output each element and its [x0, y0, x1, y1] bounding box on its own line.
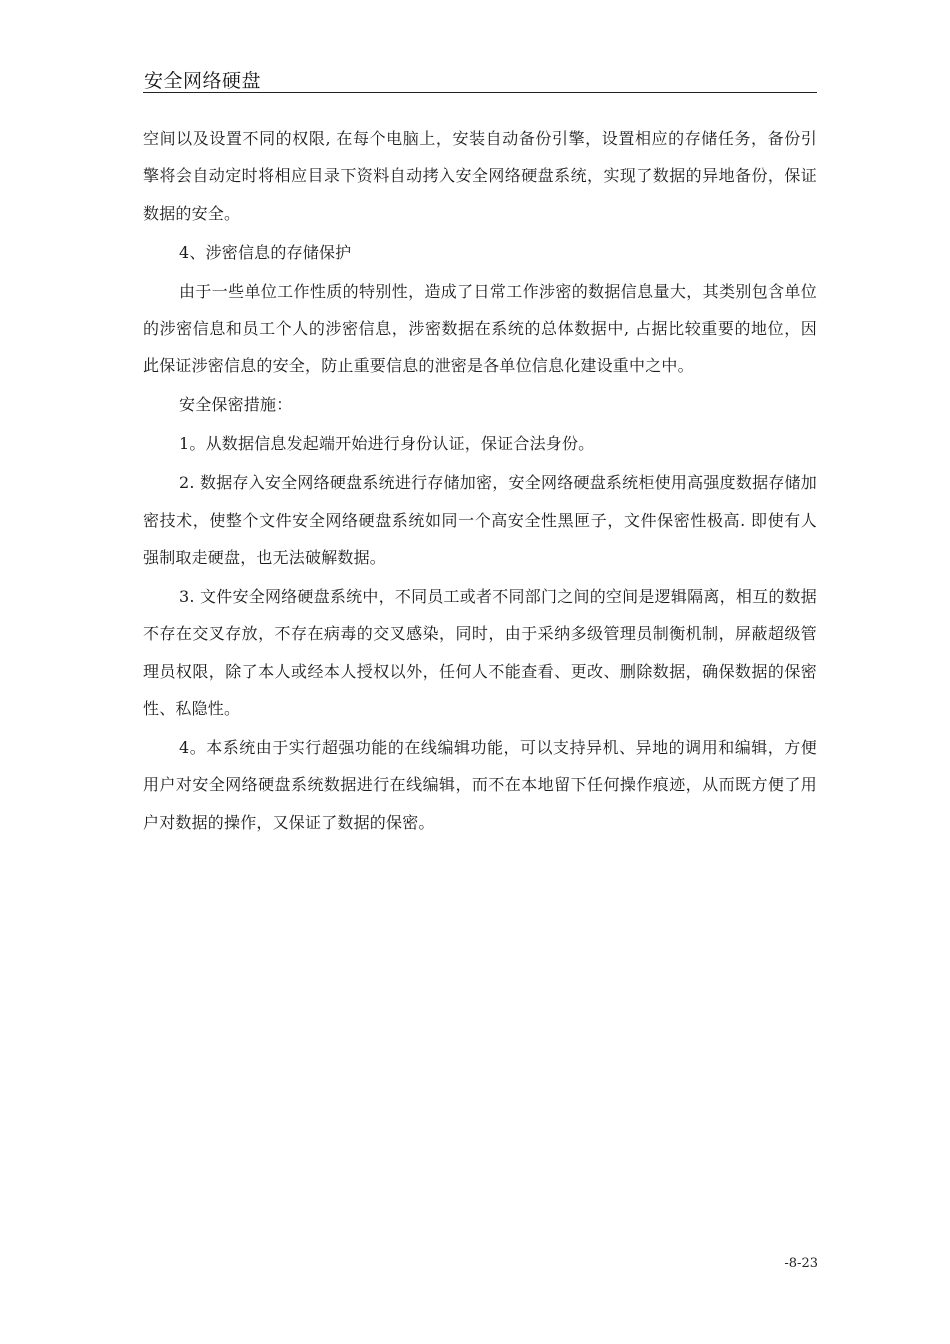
- measures-heading: 安全保密措施：: [179, 395, 293, 415]
- paragraph-2: 由于一些单位工作性质的特别性，造成了日常工作涉密的数据信息量大，其类别包含单位的涉密信息和员工个人的涉密信息，涉密数据在系统的总体数据中, 占据比较重要的地位，因此保证涉密信息的安全，防止重要信息的泄密是各单位信息化建设重中之中。: [143, 281, 817, 376]
- measure-item-1: 1。从数据信息发起端开始进行身份认证，保证合法身份。: [179, 434, 595, 454]
- measure-item-2: 2. 数据存入安全网络硬盘系统进行存储加密，安全网络硬盘系统柜使用高强度数据存储加密技术，使整个文件安全网络硬盘系统如同一个高安全性黑匣子，文件保密性极高. 即使有人强制取走硬盘，也无法破解数据。: [143, 473, 817, 567]
- measure-item-3: 3. 文件安全网络硬盘系统中，不同员工或者不同部门之间的空间是逻辑隔离，相互的数据不存在交叉存放，不存在病毒的交叉感染，同时，由于采纳多级管理员制衡机制，屏蔽超级管理员权限，除了本人或经本人授权以外，任何人不能查看、更改、删除数据，确保数据的保密性、私隐性。: [143, 586, 817, 719]
- page-header: [143, 64, 817, 93]
- measure-item-4: 4。本系统由于实行超强功能的在线编辑功能，可以支持异机、异地的调用和编辑，方便用户对安全网络硬盘系统数据进行在线编辑，而不在本地留下任何操作痕迹，从而既方便了用户对数据的操作，又保证了数据的保密。: [143, 738, 817, 832]
- paragraph-1: 空间以及设置不同的权限, 在每个电脑上，安装自动备份引擎，设置相应的存储任务，备份引擎将会自动定时将相应目录下资料自动拷入安全网络硬盘系统，实现了数据的异地备份，保证数据的安全。: [143, 129, 817, 223]
- header-title: 安全网络硬盘: [144, 70, 262, 92]
- page-number: -8-23: [784, 1256, 818, 1271]
- section-heading: 4、涉密信息的存储保护: [179, 242, 352, 262]
- body-text: [143, 120, 817, 843]
